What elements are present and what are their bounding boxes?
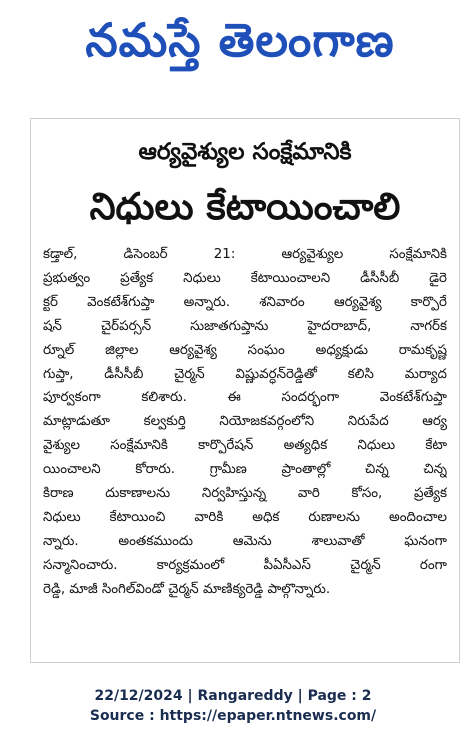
headline-main: నిధులు కేటాయించాలి [89,185,401,228]
newspaper-masthead: నమస్తే తెలంగాణ [85,13,395,67]
body-line: ర్నూల్ జిల్లాల ఆర్యవైశ్య సంఘం అధ్యక్షుడు రామకృష్ణ [43,342,447,358]
body-line: రెడ్డి, మాజీ సింగిల్‌విండో చైర్మన్ మాణిక్యరెడ్డి పాల్గొన్నారు. [43,581,331,597]
body-line: గుప్తా, డీసీసీబీ చైర్మన్ విష్ణువర్ధన్‌రెడ్డితో కలిసి మర్యాద [43,366,447,382]
body-line: కిరాణ దుకాణాలను నిర్వహిస్తున్న వారి కోసం, ప్రత్యేక [43,486,447,502]
body-line: న్నారు. అంతకముందు ఆమెను శాలువాతో ఘనంగా [43,533,447,549]
body-line: క్టర్ వెంకటేశ్‌గుప్తా అన్నారు. శనివారం ఆర్యవైశ్య కార్పొరే [43,294,447,310]
body-line: సన్మానించారు. కార్యక్రమంలో పీఏసీఎస్ చైర్మన్ రంగా [43,557,447,573]
body-line: షన్ చైర్‌పర్సన్ సుజాతగుప్తాను హైదరాబాద్, నాగర్‌క [43,318,447,334]
body-line: మాట్లాడుతూ కల్వకుర్తి నియోజకవర్గంలోని నిరుపేద ఆర్య [43,414,447,430]
body-line: ప్రభుత్వం ప్రత్యేక నిధులు కేటాయించాలని డీసీసీబీ డైరె [43,270,447,286]
source-link[interactable]: Source : https://epaper.ntnews.com/ [89,708,377,724]
body-line: కడ్తాల్, డిసెంబర్ 21: ఆర్యవైశ్యుల సంక్షేమానికి [43,247,447,262]
edition-info: 22/12/2024 | Rangareddy | Page : 2 [94,688,372,704]
news-clipping [30,118,460,663]
body-line: యించాలని కోరారు. గ్రామీణ ప్రాంతాల్లో చిన్న చిన్న [43,462,447,478]
article-body [43,243,447,602]
headline-kicker: ఆర్యవైశ్యుల సంక్షేమానికి [138,139,352,165]
body-line: నిధులు కేటాయించి వారికి అధిక రుణాలను అందించాల [43,509,447,525]
body-line: వైశ్యుల సంక్షేమానికి కార్పొరేషన్ అత్యధిక నిధులు కేటా [43,438,447,454]
body-line: పూర్వకంగా కలిశారు. ఈ సందర్భంగా వెంకటేశ్‌గుప్తా [43,390,447,406]
